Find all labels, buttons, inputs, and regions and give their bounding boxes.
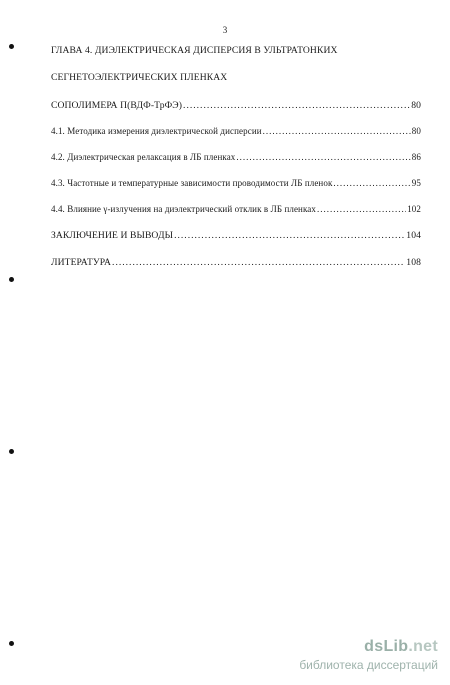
toc-leader-dots bbox=[183, 100, 410, 111]
toc-entry-page: 80 bbox=[411, 100, 421, 111]
toc-entry bbox=[51, 100, 421, 111]
toc-entry bbox=[51, 204, 421, 214]
toc-entry-text: СОПОЛИМЕРА П(ВДФ-ТрФЭ) bbox=[51, 100, 183, 111]
toc-entry-text: 4.4. Влияние γ-излучения на диэлектрический отклик в ЛБ пленках bbox=[51, 204, 316, 214]
toc-leader-dots bbox=[317, 204, 406, 214]
toc-heading-line bbox=[51, 45, 421, 56]
toc-leader-dots bbox=[174, 230, 405, 241]
watermark-logo-tld: .net bbox=[408, 638, 438, 655]
margin-bullet bbox=[9, 44, 14, 49]
toc-leader-dots bbox=[263, 126, 411, 136]
toc-entry-text: 4.2. Диэлектрическая релаксация в ЛБ пленках bbox=[51, 152, 236, 162]
toc-entry bbox=[51, 230, 421, 241]
margin-bullet bbox=[9, 277, 14, 282]
toc-entry-page: 108 bbox=[406, 257, 421, 268]
dslib-watermark bbox=[299, 638, 438, 672]
toc-entry-page: 104 bbox=[406, 230, 421, 241]
toc-entry-text: ЗАКЛЮЧЕНИЕ И ВЫВОДЫ bbox=[51, 230, 174, 241]
toc-entry-page: 86 bbox=[411, 152, 421, 162]
toc-leader-dots bbox=[236, 152, 410, 162]
toc-leader-dots bbox=[333, 178, 410, 188]
toc-entry-text: ЛИТЕРАТУРА bbox=[51, 257, 112, 268]
toc-entry bbox=[51, 152, 421, 162]
toc-entry bbox=[51, 257, 421, 268]
watermark-logo-main: dsLib bbox=[364, 638, 409, 655]
margin-bullet bbox=[9, 641, 14, 646]
toc-entry bbox=[51, 126, 421, 136]
toc-entry-text: ГЛАВА 4. ДИЭЛЕКТРИЧЕСКАЯ ДИСПЕРСИЯ В УЛЬТРАТОНКИХ bbox=[51, 45, 338, 56]
toc-entry-text: СЕГНЕТОЭЛЕКТРИЧЕСКИХ ПЛЕНКАХ bbox=[51, 72, 228, 83]
margin-bullet bbox=[9, 449, 14, 454]
watermark-tagline: библиотека диссертаций bbox=[299, 658, 438, 672]
toc-leader-dots bbox=[112, 257, 405, 268]
toc-entry-text: 4.3. Частотные и температурные зависимости проводимости ЛБ пленок bbox=[51, 178, 333, 188]
watermark-logo bbox=[299, 638, 438, 656]
toc-entry-page: 95 bbox=[411, 178, 421, 188]
toc-entry-text: 4.1. Методика измерения диэлектрической дисперсии bbox=[51, 126, 262, 136]
page-number: 3 bbox=[222, 25, 228, 35]
toc-entry-page: 80 bbox=[411, 126, 421, 136]
toc-heading-line bbox=[51, 72, 421, 83]
toc-entry-page: 102 bbox=[407, 204, 421, 214]
toc-entry bbox=[51, 178, 421, 188]
